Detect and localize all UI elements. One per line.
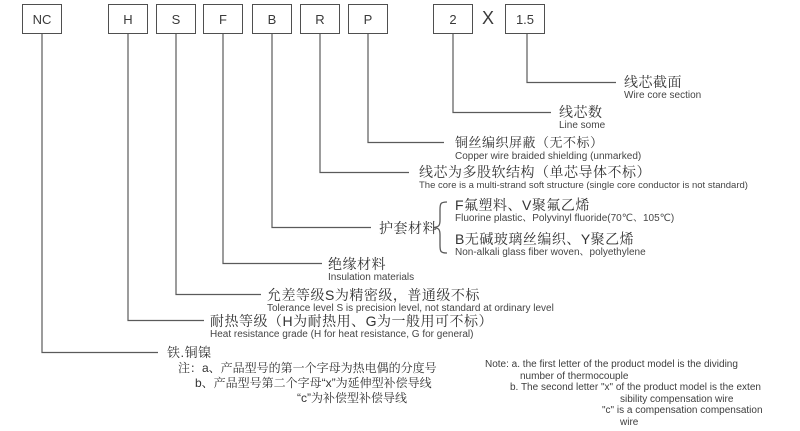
code-box-f: F: [203, 4, 243, 34]
sheath-option-fv-zh: F氟塑料、V聚氟乙烯: [455, 197, 590, 213]
leader-1-5: [527, 34, 616, 83]
label-tolerance-zh: 允差等级S为精密级，普通级不标: [267, 287, 480, 303]
label-copper-shielding-zh: 铜丝编织屏蔽（无不标）: [455, 135, 604, 150]
sheath-option-by-zh: B无碱玻璃丝编织、Y聚乙烯: [455, 231, 635, 247]
footnote-en-line5: "c" is a compensation compensation: [602, 405, 763, 416]
sheath-option-fv: [455, 197, 674, 225]
label-sheath-material-zh: 护套材料: [379, 220, 437, 236]
multiply-separator: X: [482, 8, 495, 28]
label-multi-strand-zh: 线芯为多股软结构（单芯导体不标）: [419, 164, 651, 180]
label-copper-shielding: [455, 135, 641, 163]
label-sheath-material: [379, 220, 437, 236]
label-insulation-zh: 绝缘材料: [328, 256, 386, 272]
label-heat-resistance: [210, 313, 493, 341]
footnote-en-line2: number of thermocouple: [520, 370, 629, 382]
code-box-s: S: [156, 4, 196, 34]
footnote-en-line1: Note: a. the first letter of the product model is the dividing: [485, 359, 738, 370]
footnote-en: [485, 359, 763, 428]
leader-f: [223, 34, 322, 264]
label-wire-core-section-zh: 线芯截面: [624, 74, 682, 90]
sheath-option-by: [455, 231, 646, 259]
label-insulation: [328, 256, 414, 284]
code-box-nc: NC: [22, 4, 62, 34]
sheath-option-by-en: Non-alkali glass fiber woven、polyethylene: [455, 247, 646, 258]
footnote-zh: [178, 361, 437, 406]
label-wire-core-section-en: Wire core section: [624, 90, 702, 101]
code-box-p: P: [348, 4, 388, 34]
leader-b: [272, 34, 371, 228]
sheath-option-fv-en: Fluorine plastic、Polyvinyl fluoride(70℃、105℃): [455, 213, 675, 224]
label-heat-resistance-en: Heat resistance grade (H for heat resistance, G for general): [210, 329, 474, 340]
footnote-en-line6: wire: [620, 416, 639, 428]
code-box-h: H: [108, 4, 148, 34]
label-tolerance-en: Tolerance level S is precision level, not standard at ordinary level: [267, 303, 554, 314]
footnote-en-line4: sibility compensation wire: [620, 393, 734, 405]
code-box-2: 2: [433, 4, 473, 34]
footnote-zh-line2: b、产品型号第二个字母“x”为延伸型补偿导线: [195, 376, 432, 390]
label-tolerance: [267, 287, 554, 315]
leader-2: [453, 34, 551, 113]
leader-nc: [42, 34, 158, 353]
code-box-r: R: [300, 4, 340, 34]
label-multi-strand-en: The core is a multi-strand soft structure (single core conductor is not standard): [419, 180, 748, 191]
label-heat-resistance-zh: 耐热等级（H为耐热用、G为一般用可不标）: [210, 313, 493, 329]
footnote-zh-line3: “c”为补偿型补偿导线: [297, 391, 407, 405]
label-wire-core-count-en: Line some: [559, 120, 606, 131]
label-wire-core-section: [624, 74, 701, 102]
label-iron-copper-nickel: [167, 345, 212, 361]
label-copper-shielding-en: Copper wire braided shielding (unmarked): [455, 151, 642, 162]
leader-p: [368, 34, 444, 143]
code-box-b: B: [252, 4, 292, 34]
leader-r: [320, 34, 409, 173]
leader-h: [128, 34, 204, 321]
label-insulation-en: Insulation materials: [328, 272, 415, 283]
leader-s: [176, 34, 261, 295]
label-wire-core-count: [559, 104, 605, 132]
footnote-zh-line1: 注：a、产品型号的第一个字母为热电偶的分度号: [178, 361, 437, 375]
footnote-en-line3: b. The second letter "x" of the product model is the exten: [510, 382, 761, 393]
code-box-1-5: 1.5: [505, 4, 545, 34]
label-iron-copper-nickel-zh: 铁.铜镍: [167, 345, 212, 360]
label-wire-core-count-zh: 线芯数: [559, 104, 603, 120]
label-multi-strand: [419, 164, 748, 191]
